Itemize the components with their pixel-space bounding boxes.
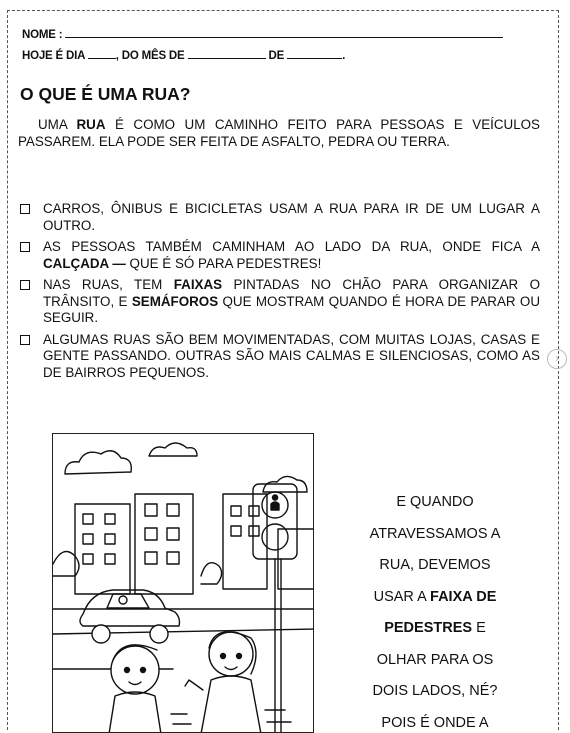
side-line: OLHAR PARA OS <box>376 651 494 668</box>
chevron-right-icon[interactable]: › <box>547 349 567 369</box>
bullet-list <box>18 201 540 386</box>
cloud <box>65 451 131 474</box>
checkbox-icon <box>20 280 30 290</box>
intro-text: UMA <box>38 117 77 132</box>
list-text: NAS RUAS, TEM <box>43 277 174 292</box>
year-label: DE <box>268 50 285 62</box>
month-blank[interactable] <box>188 48 266 59</box>
side-text <box>352 487 518 730</box>
list-text: ALGUMAS RUAS SÃO BEM MOVIMENTADAS, COM MUITAS LOJAS, CASAS E GENTE PASSANDO. OUTRAS SÃO MAIS CALMAS E SILENCIOSAS, COMO AS DE BAIRROS PEQUENOS. <box>43 331 540 380</box>
side-line: RUA, DEVEMOS <box>379 557 491 573</box>
street-illustration <box>52 433 314 733</box>
list-item <box>18 277 540 327</box>
page-title: O QUE É UMA RUA? <box>20 84 191 104</box>
checkbox-icon <box>20 335 30 345</box>
side-bold: FAIXA DE <box>430 588 497 605</box>
day-blank[interactable] <box>88 48 116 59</box>
list-text: QUE É SÓ PARA PEDESTRES! <box>125 255 322 271</box>
list-item <box>18 239 540 272</box>
side-line <box>352 613 518 645</box>
checkbox-icon <box>20 204 30 214</box>
year-blank[interactable] <box>287 48 342 59</box>
intro-text: É COMO UM CAMINHO FEITO PARA PESSOAS E VEÍCULOS PASSAREM. ELA PODE SER FEITA DE ASFALTO, PEDRA OU TERRA. <box>18 117 540 149</box>
name-blank[interactable] <box>65 27 503 38</box>
list-text: AS PESSOAS TAMBÉM CAMINHAM AO LADO DA RUA, ONDE FICA A <box>43 239 540 254</box>
list-text: CARROS, ÔNIBUS E BICICLETAS USAM A RUA PARA IR DE UM LUGAR A OUTRO. <box>43 201 540 233</box>
checkbox-icon <box>20 242 30 252</box>
intro-bold: RUA <box>76 117 106 132</box>
list-text: PINTADAS NO CHÃO PARA ORGANIZAR O TRÂNSITO, E <box>43 277 540 309</box>
side-line: E QUANDO <box>396 494 474 510</box>
list-bold: CALÇADA — <box>43 255 126 271</box>
list-item <box>18 332 540 382</box>
intro-paragraph <box>18 116 540 150</box>
date-suffix: . <box>342 50 346 62</box>
side-line: ATRAVESSAMOS A <box>369 525 501 542</box>
list-item <box>18 201 540 234</box>
side-text-part: USAR A <box>373 588 431 605</box>
side-line <box>352 582 518 614</box>
list-bold: FAIXAS <box>173 277 223 292</box>
date-line <box>22 48 345 62</box>
side-text-part: E <box>472 620 486 636</box>
name-label: NOME : <box>22 29 63 41</box>
cloud <box>149 443 197 456</box>
side-bold: PEDESTRES <box>384 620 473 636</box>
month-label: , DO MÊS DE <box>115 50 185 62</box>
date-label: HOJE É DIA <box>22 50 85 62</box>
name-line <box>22 27 503 41</box>
side-line: POIS É ONDE A <box>381 714 489 730</box>
side-line: DOIS LADOS, NÉ? <box>372 683 498 699</box>
list-text: QUE MOSTRAM QUANDO É HORA DE PARAR OU SEGUIR. <box>43 293 540 325</box>
list-bold: SEMÁFOROS <box>131 293 219 309</box>
